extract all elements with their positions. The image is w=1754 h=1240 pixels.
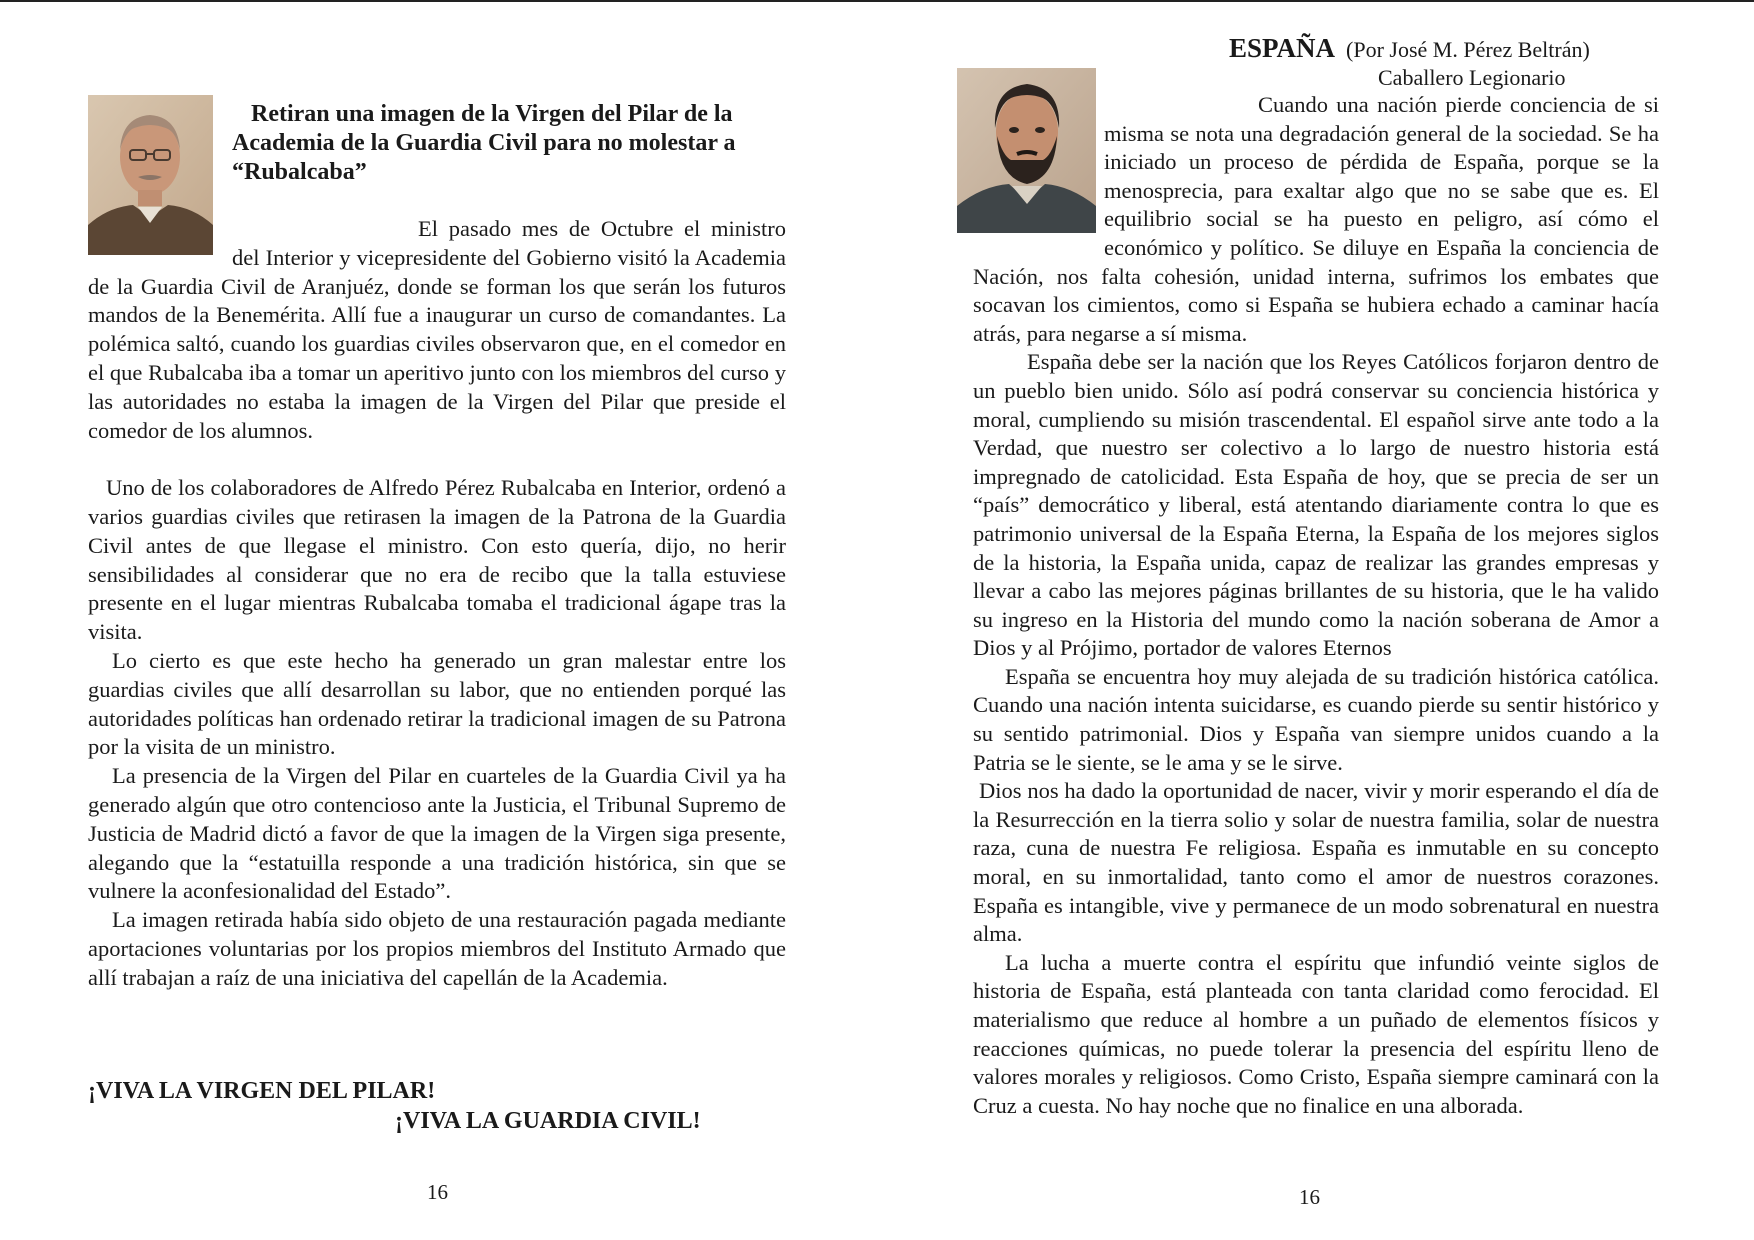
right-article-heading bbox=[1229, 32, 1590, 66]
left-title-line-3: “Rubalcaba” bbox=[232, 159, 367, 185]
left-article-title bbox=[232, 100, 772, 187]
closing-exclamation-2: ¡VIVA LA GUARDIA CIVIL! bbox=[395, 1108, 701, 1134]
right-page bbox=[877, 0, 1754, 1240]
right-article-body bbox=[973, 91, 1659, 1120]
left-title-line-1: Retiran una imagen de la Virgen del Pilar de la bbox=[251, 101, 733, 127]
closing-exclamation-1: ¡VIVA LA VIRGEN DEL PILAR! bbox=[88, 1078, 436, 1104]
right-paragraph-2: España debe ser la nación que los Reyes Católicos forjaron dentro de un pueblo bien unido. Sólo así podrá conservar su conciencia histórica y moral, cumpliendo su misión trascendental. El español sirve ante todo a la Verdad, que nuestro ser colectivo a lo largo de nuestro historia está impregnado de catolicidad. Esta España de hoy, que se precia de ser un “país” democrático y liberal, está atentando diariamente contra lo que es patrimonio universal de la España Eterna, la España de los mejores siglos de la historia, la España unida, capaz de realizar las grandes empresas y llevar a cabo las mejores páginas brillantes de su historia, que le ha valido su ingreso en la Historia del mundo como la nación soberana de Amor a Dios y al Prójimo, portador de valores Eternos bbox=[973, 349, 1659, 661]
right-article-byline: (Por José M. Pérez Beltrán) bbox=[1346, 37, 1590, 62]
right-paragraph-4: Dios nos ha dado la oportunidad de nacer, vivir y morir esperando el día de la Resurrección en la tierra solio y solar de nuestra familia, solar de nuestra raza, cuna de nuestra Fe religiosa. España es inmutable en su concepto moral, en su inmortalidad, tanto como el amor de nuestros corazones. España es intangible, vive y permanece de un modo sobrenatural en nuestra alma. bbox=[973, 778, 1659, 947]
left-title-line-2: Academia de la Guardia Civil para no molestar a bbox=[232, 130, 736, 156]
left-paragraph-3: Lo cierto es que este hecho ha generado un gran malestar entre los guardias civiles que allí desarrollan su labor, que no entienden porqué las autoridades políticas han ordenado retirar la tradicional imagen de su Patrona por la visita de un ministro. bbox=[88, 647, 786, 760]
page-number-right: 16 bbox=[1299, 1185, 1320, 1209]
right-article-subtitle: Caballero Legionario bbox=[1378, 65, 1566, 90]
left-article-body bbox=[88, 215, 786, 993]
right-article-title: ESPAÑA bbox=[1229, 33, 1336, 63]
right-paragraph-1: Cuando una nación pierde conciencia de si misma se nota una degradación general de la sociedad. Se ha iniciado un proceso de pérdida de España, porque se la menosprecia, para exaltar algo que no se sabe que es. El equilibrio social se ha puesto en peligro, así cómo el económico y político. Se diluye en España la conciencia de Nación, nos falta cohesión, unidad interna, sufrimos los embates que socavan los cimientos, como si España se hubiera echado a caminar hacía atrás, para negarse a sí misma. bbox=[973, 92, 1659, 346]
left-paragraph-2: Uno de los colaboradores de Alfredo Pérez Rubalcaba en Interior, ordenó a varios guardias civiles que retirasen la imagen de la Patrona de la Guardia Civil antes de que llegase el ministro. Con esto quería, dijo, no herir sensibilidades al considerar que no era de recibo que la talla estuviese presente en el lugar mientras Rubalcaba tomaba el tradicional ágape tras la visita. bbox=[88, 475, 786, 645]
right-paragraph-5: La lucha a muerte contra el espíritu que infundió veinte siglos de historia de España, está planteada con tanta claridad como ferocidad. El materialismo que reduce al hombre a un puñado de elementos físicos y reacciones químicas, no puede tolerar la presencia del espíritu lleno de valores morales y religiosos. Como Cristo, España siempre caminará con la Cruz a cuesta. No hay noche que no finalice en una alborada. bbox=[973, 949, 1659, 1118]
left-paragraph-5: La imagen retirada había sido objeto de una restauración pagada mediante aportaciones voluntarias por los propios miembros del Instituto Armado que allí trabajan a raíz de una iniciativa del capellán de la Academia. bbox=[88, 907, 786, 990]
left-paragraph-4: La presencia de la Virgen del Pilar en cuarteles de la Guardia Civil ya ha generado algún que otro contencioso ante la Justicia, el Tribunal Supremo de Justicia de Madrid dictó a favor de que la imagen de la Virgen siga presente, alegando que la “estatuilla responde a una tradición histórica, sin que se vulnere la aconfesionalidad del Estado”. bbox=[88, 763, 786, 904]
left-paragraph-1: El pasado mes de Octubre el ministro del Interior y vicepresidente del Gobierno visitó la Academia de la Guardia Civil de Aranjuéz, donde se forman los que serán los futuros mandos de la Benemérita. Allí fue a inaugurar un curso de comandantes. La polémica saltó, cuando los guardias civiles observaron que, en el comedor en el que Rubalcaba iba a tomar un aperitivo junto con los miembros del curso y las autoridades no estaba la imagen de la Virgen del Pilar que preside el comedor de los alumnos. bbox=[88, 216, 786, 443]
page-number-left: 16 bbox=[427, 1180, 448, 1204]
right-paragraph-3: España se encuentra hoy muy alejada de su tradición histórica católica. Cuando una nación intenta suicidarse, es cuando pierde su sentir histórico y su sentido patrimonial. Dios y España van siempre unidos cuando a la Patria se le siente, se le ama y se le sirve. bbox=[973, 663, 1659, 775]
